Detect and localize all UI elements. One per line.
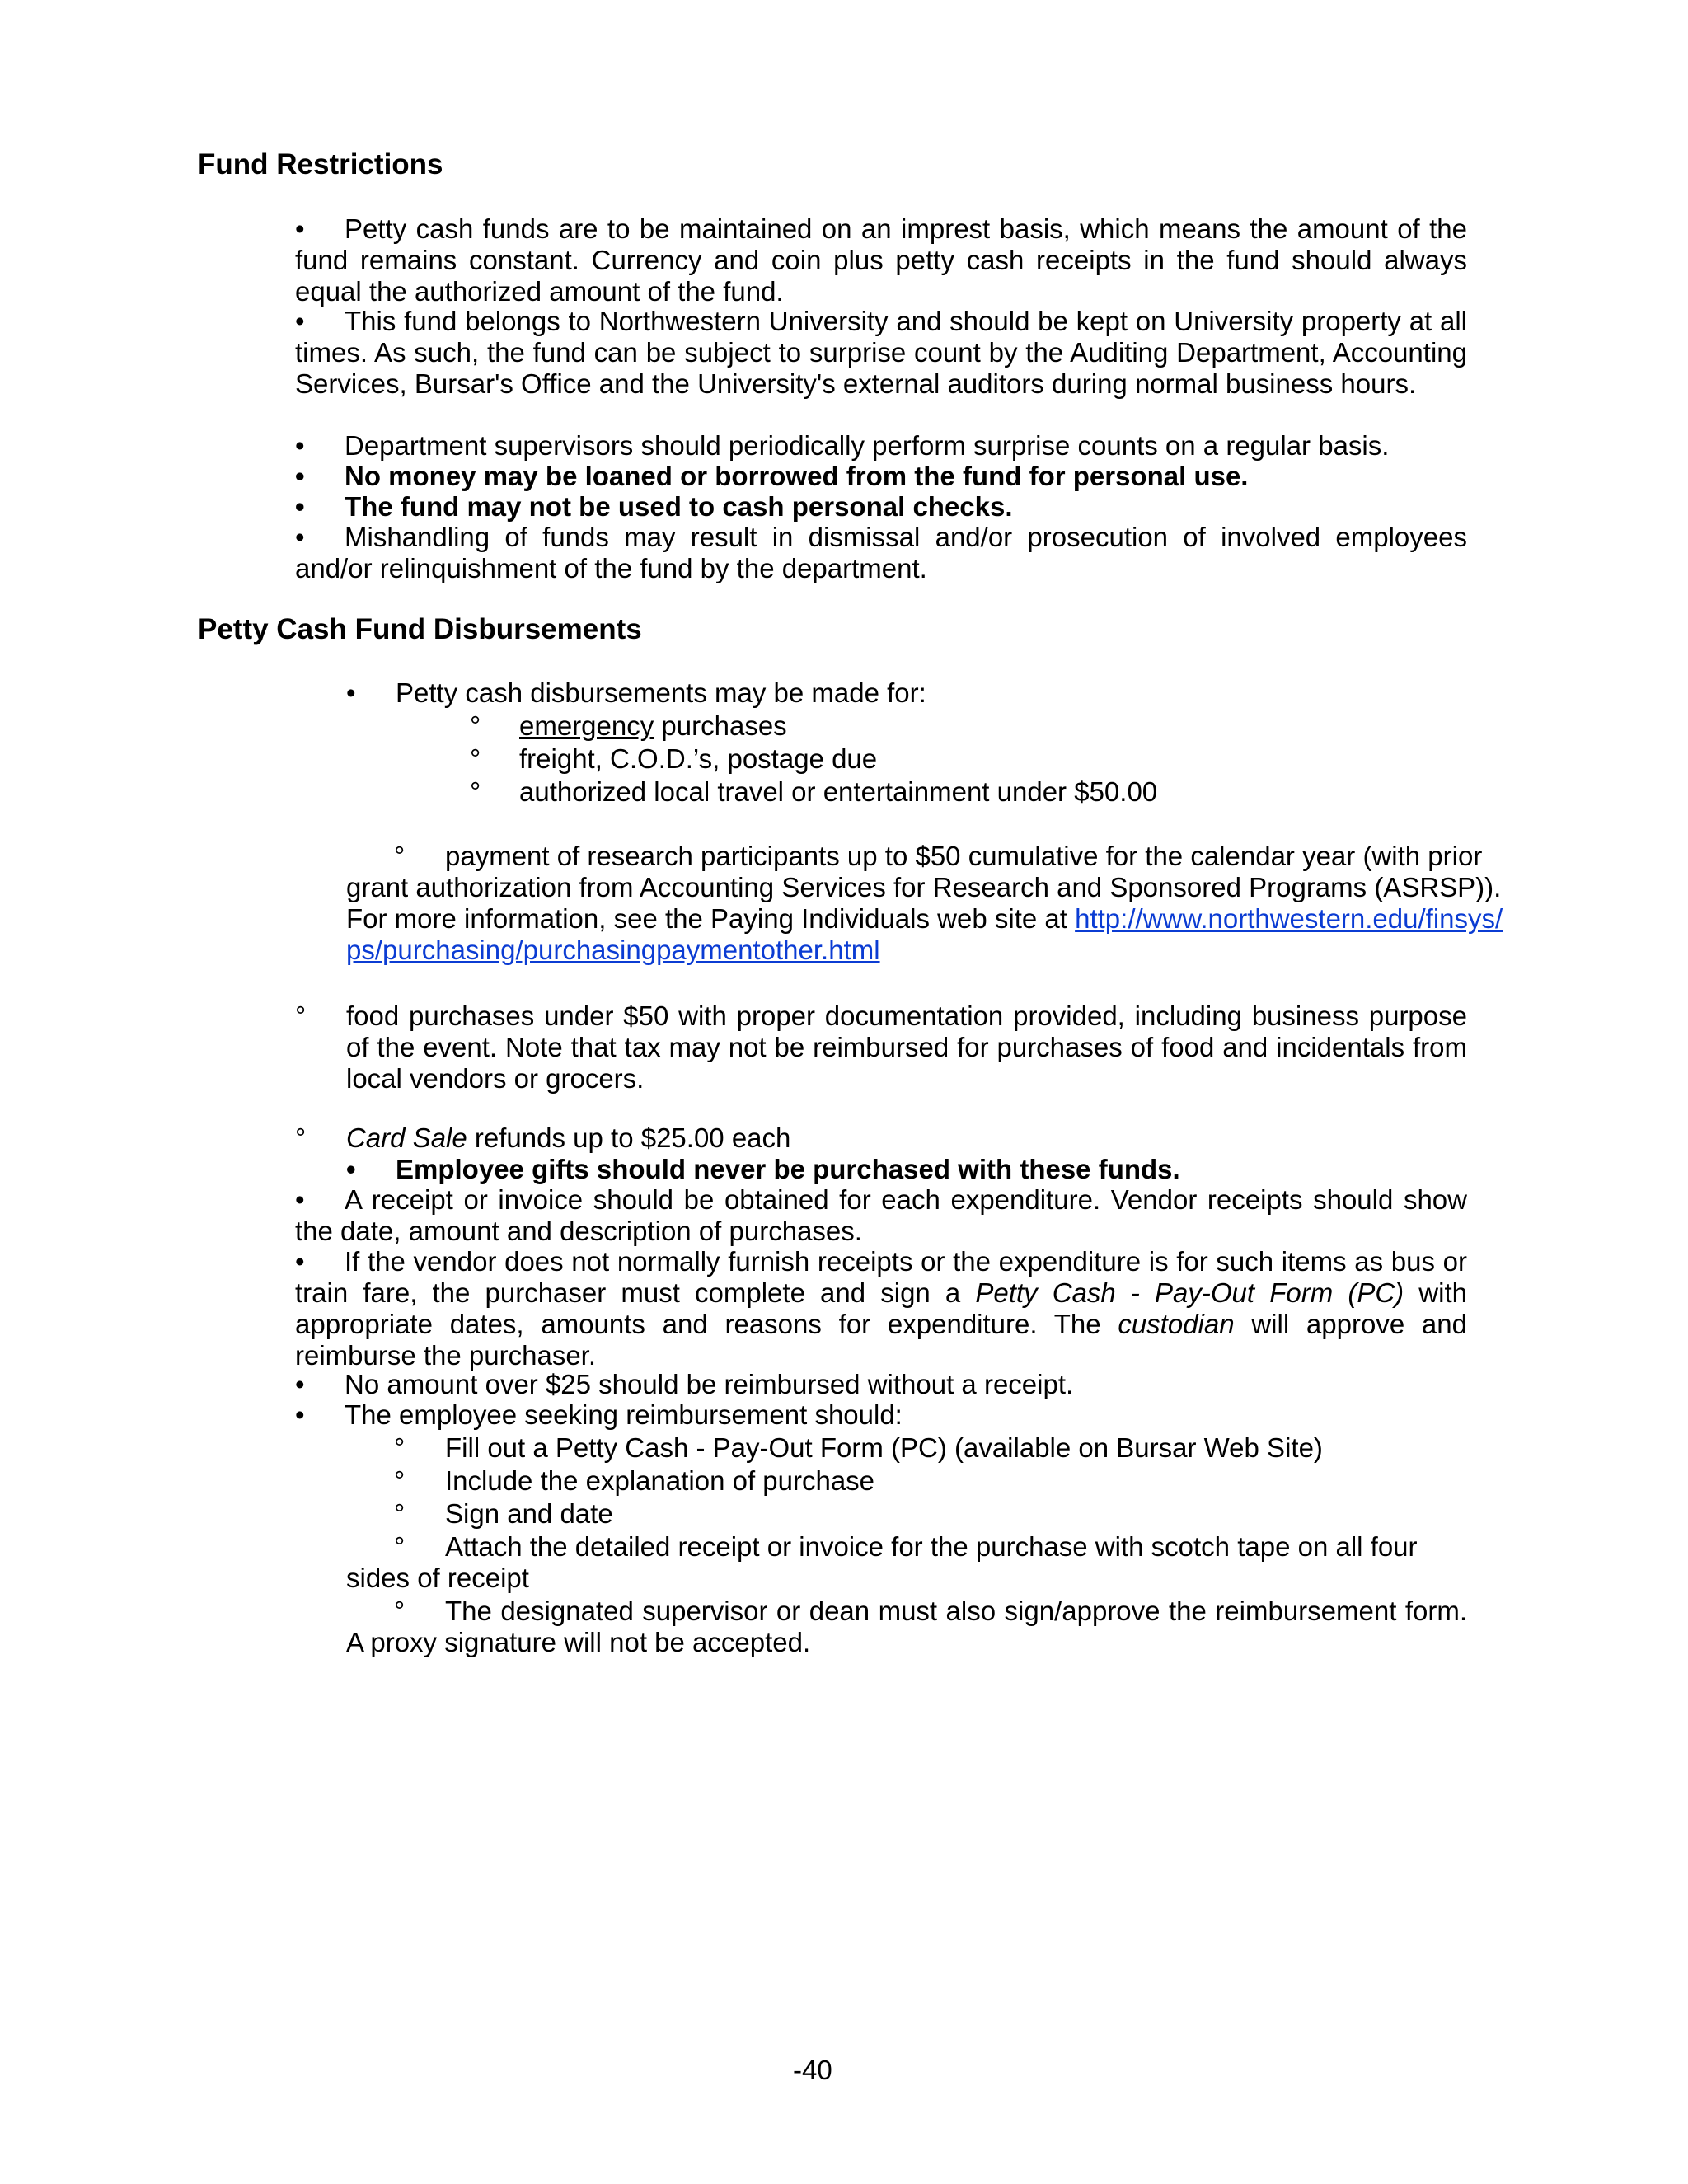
paragraph-no-personal-checks: • The fund may not be used to cash personal checks. [295, 491, 1013, 522]
step-supervisor-approval: ° The designated supervisor or dean must also sign/approve the reimbursement form. A proxy signature will not be accepted. [346, 1596, 1467, 1657]
heading-disbursements: Petty Cash Fund Disbursements [198, 613, 642, 645]
paragraph-university-property: • This fund belongs to Northwestern University and should be kept on University property at all times. As such, the fund can be subject to surprise count by the Auditing Department, Accounting Services, Bursar's Office and the University's external auditors during normal business hours. [295, 306, 1467, 399]
list-item-research-participants: ° payment of research participants up to $50 cumulative for the calendar year (with prior grant authorization from Accounting Services for Research and Sponsored Programs (ASRSP)). For more information, see the Paying Individuals web site at http://www.northwestern.edu/finsys/ ps/purchasing/purchasingpaymentother.html [346, 841, 1503, 965]
step-explanation: ° Include the explanation of purchase [394, 1465, 875, 1496]
list-item-card-sale: ° Card Sale refunds up to $25.00 each [295, 1122, 791, 1153]
list-item-travel: ° authorized local travel or entertainment under $50.00 [470, 776, 1158, 807]
list-item-food: ° food purchases under $50 with proper documentation provided, including business purpose of the event. Note that tax may not be reimbursed for purchases of food and incidentals from local vendors or grocers. [295, 1001, 1467, 1094]
paragraph-receipt: • A receipt or invoice should be obtained for each expenditure. Vendor receipts should show the date, amount and description of purchases. [295, 1184, 1467, 1246]
paragraph-vendor-receipts: • If the vendor does not normally furnish receipts or the expenditure is for such items as bus or train fare, the purchaser must complete and sign a Petty Cash - Pay-Out Form (PC) with appropriate dates, amounts and reasons for expenditure. The custodian will approve and reimburse the purchaser. [295, 1246, 1467, 1371]
paragraph-imprest: • Petty cash funds are to be maintained on an imprest basis, which means the amount of the fund remains constant. Currency and coin plus petty cash receipts in the fund should always equal the authorized amount of the fund. [295, 213, 1467, 307]
paragraph-surprise-counts: • Department supervisors should periodically perform surprise counts on a regular basis. [295, 430, 1390, 461]
list-item-emergency: ° emergency purchases [470, 710, 787, 741]
step-attach-receipt: ° Attach the detailed receipt or invoice for the purchase with scotch tape on all four sides of receipt [346, 1531, 1418, 1593]
list-item-freight: ° freight, C.O.D.’s, postage due [470, 743, 878, 774]
page-number: -40 [793, 2055, 832, 2085]
paying-individuals-link[interactable]: http://www.northwestern.edu/finsys/ [1075, 903, 1503, 934]
step-sign-date: ° Sign and date [394, 1498, 613, 1529]
heading-fund-restrictions: Fund Restrictions [198, 148, 443, 180]
paragraph-employee-should: • The employee seeking reimbursement should: [295, 1399, 903, 1430]
paragraph-employee-gifts: • Employee gifts should never be purchased with these funds. [346, 1154, 1180, 1184]
disbursement-intro: • Petty cash disbursements may be made for: [346, 677, 926, 708]
paragraph-no-loans: • No money may be loaned or borrowed from the fund for personal use. [295, 461, 1249, 491]
step-fill-form: ° Fill out a Petty Cash - Pay-Out Form (PC) (available on Bursar Web Site) [394, 1432, 1323, 1463]
paragraph-no-amount: • No amount over $25 should be reimbursed without a receipt. [295, 1369, 1074, 1399]
paying-individuals-link-continued[interactable]: ps/purchasing/purchasingpaymentother.html [346, 935, 880, 965]
paragraph-mishandling: • Mishandling of funds may result in dismissal and/or prosecution of involved employees and/or relinquishment of the fund by the department. [295, 522, 1467, 583]
